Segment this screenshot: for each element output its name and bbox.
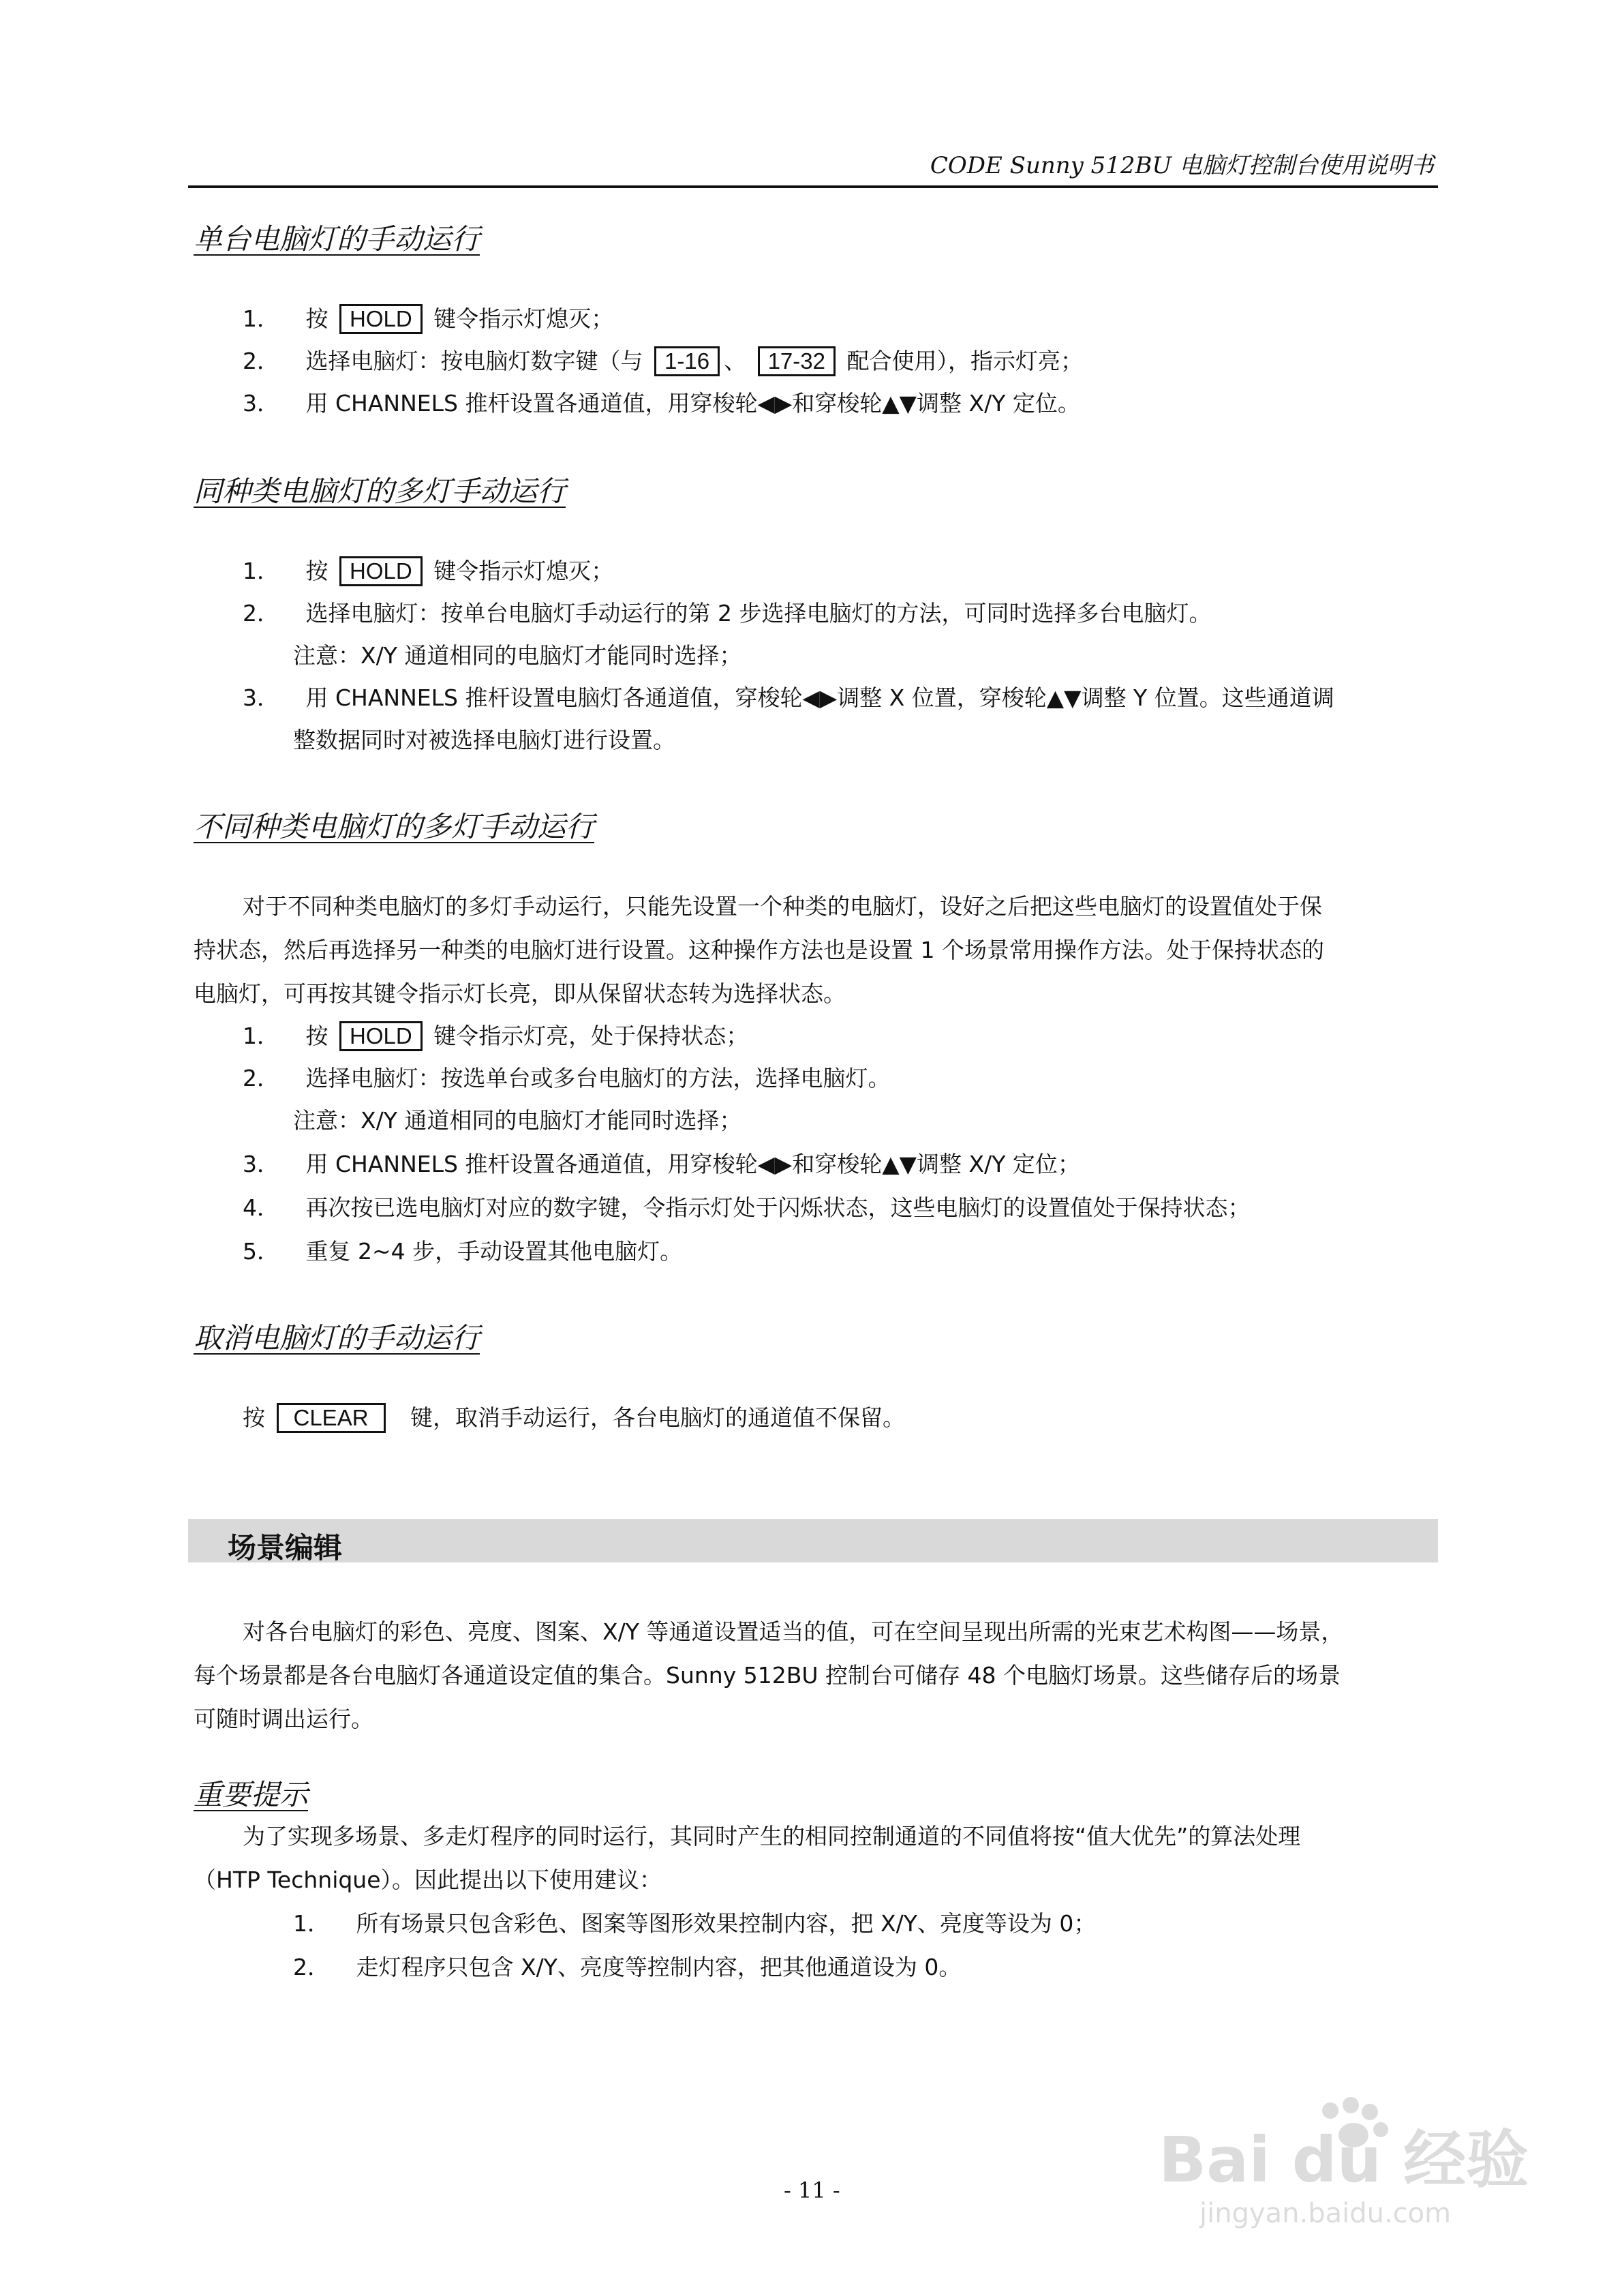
s3-item-4: 4． 再次按已选电脑灯对应的数字键，令指示灯处于闪烁状态，这些电脑灯的设置值处于保持状态； <box>243 1194 1251 1221</box>
section-title-single: 单台电脑灯的手动运行 <box>194 222 480 256</box>
s1-item-2: 2． 选择电脑灯：按电脑灯数字键（与 1-16 、 17-32 配合使用），指示灯亮； <box>243 344 1083 376</box>
tip-item-1: 1． 所有场景只包含彩色、图案等图形效果控制内容，把 X/Y、亮度等设为 0； <box>293 1910 1097 1937</box>
s2-item-3-cont: 整数据同时对被选择电脑灯进行设置。 <box>293 727 675 753</box>
s4-line: 按 CLEAR 键，取消手动运行，各台电脑灯的通道值不保留。 <box>243 1400 905 1433</box>
scene-edit-band <box>188 1519 1438 1565</box>
s2-item-3: 3． 用 CHANNELS 推杆设置电脑灯各通道值，穿梭轮◀▶调整 X 位置，穿梭轮▲▼调整 Y 位置。这些通道调 <box>243 684 1334 711</box>
s2-item-1: 1． 按 HOLD 键令指示灯熄灭； <box>243 554 613 586</box>
watermark-brand: Bai du 经验 <box>1159 2124 1529 2196</box>
s3-item-2-note: 注意：X/Y 通道相同的电脑灯才能同时选择； <box>293 1107 742 1134</box>
s3-item-1: 1． 按 HOLD 键令指示灯亮，处于保持状态； <box>243 1018 748 1051</box>
baidu-watermark <box>1152 2093 1533 2236</box>
s3-intro-line: 电脑灯，可再按其键令指示灯长亮，即从保留状态转为选择状态。 <box>194 980 846 1007</box>
page-header <box>188 147 1438 188</box>
tip-line: （HTP Technique）。因此提出以下使用建议： <box>194 1867 662 1893</box>
hold-key: HOLD <box>339 304 423 334</box>
header-title: CODE Sunny 512BU 电脑灯控制台使用说明书 <box>930 152 1434 179</box>
key-17-32: 17-32 <box>758 346 836 376</box>
tip-line: 为了实现多场景、多走灯程序的同时运行，其同时产生的相同控制通道的不同值将按“值大优先”的算法处理 <box>243 1823 1301 1849</box>
tip-title: 重要提示 <box>194 1778 309 1811</box>
s3-intro-line: 对于不同种类电脑灯的多灯手动运行，只能先设置一个种类的电脑灯，设好之后把这些电脑灯的设置值处于保 <box>243 893 1322 920</box>
s1-item-1: 1． 按 HOLD 键令指示灯熄灭； <box>243 301 613 334</box>
tip-item-2: 2． 走灯程序只包含 X/Y、亮度等控制内容，把其他通道设为 0。 <box>293 1954 962 1980</box>
s2-item-2: 2． 选择电脑灯：按单台电脑灯手动运行的第 2 步选择电脑灯的方法，可同时选择多台电脑灯。 <box>243 600 1212 626</box>
s2-item-2-note: 注意：X/Y 通道相同的电脑灯才能同时选择； <box>293 642 742 669</box>
s3-item-3: 3． 用 CHANNELS 推杆设置各通道值，用穿梭轮◀▶和穿梭轮▲▼调整 X/Y 定位； <box>243 1151 1080 1177</box>
hold-key: HOLD <box>339 1021 423 1051</box>
section-title-cancel: 取消电脑灯的手动运行 <box>194 1321 480 1355</box>
scene-intro-line: 可随时调出运行。 <box>194 1706 373 1732</box>
s1-item-3: 3． 用 CHANNELS 推杆设置各通道值，用穿梭轮◀▶和穿梭轮▲▼调整 X/Y 定位。 <box>243 390 1080 417</box>
section-title-same-type: 同种类电脑灯的多灯手动运行 <box>194 474 566 508</box>
scene-intro-line: 对各台电脑灯的彩色、亮度、图案、X/Y 等通道设置适当的值，可在空间呈现出所需的光束艺术构图——场景， <box>243 1618 1344 1645</box>
hold-key: HOLD <box>339 556 423 586</box>
watermark-url: jingyan.baidu.com <box>1199 2198 1452 2229</box>
s3-item-5: 5． 重复 2~4 步，手动设置其他电脑灯。 <box>243 1238 683 1265</box>
section-title-different-type: 不同种类电脑灯的多灯手动运行 <box>194 810 595 843</box>
page-number: - 11 - <box>784 2177 840 2203</box>
clear-key: CLEAR <box>277 1403 386 1433</box>
scene-edit-title: 场景编辑 <box>228 1531 343 1565</box>
s3-item-2: 2． 选择电脑灯：按选单台或多台电脑灯的方法，选择电脑灯。 <box>243 1065 891 1091</box>
s3-intro-line: 持状态，然后再选择另一种类的电脑灯进行设置。这种操作方法也是设置 1 个场景常用操作方法。处于保持状态的 <box>194 937 1324 963</box>
baidu-paw-logo <box>1152 2093 1533 2236</box>
key-1-16: 1-16 <box>654 346 720 376</box>
scene-intro-line: 每个场景都是各台电脑灯各通道设定值的集合。Sunny 512BU 控制台可储存 48 个电脑灯场景。这些储存后的场景 <box>194 1662 1341 1689</box>
